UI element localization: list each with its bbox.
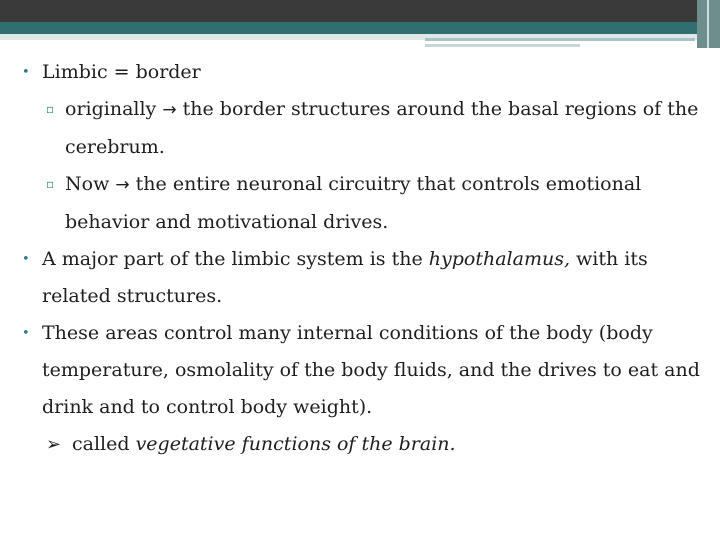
- square-bullet-icon: ▫: [46, 177, 55, 191]
- header-band-teal: [0, 22, 720, 34]
- bullet-hypothalamus: [22, 241, 712, 315]
- arrow-right-icon: →: [115, 175, 130, 195]
- bullet-hypothalamus-pre: A major part of the limbic system is the: [42, 248, 429, 270]
- bullet-limbic-text: Limbic = border: [42, 61, 201, 83]
- sub-bullet-originally-text: the border structures around the basal regions of the cerebrum.: [65, 98, 699, 158]
- sub-bullet-originally-lead: originally: [65, 98, 157, 120]
- header-corner-line: [707, 0, 709, 48]
- arrow-right-icon: →: [162, 100, 177, 120]
- sub-bullet-vegetative-pre: called: [72, 433, 136, 455]
- bullet-hypothalamus-post: with its related structures.: [42, 248, 648, 307]
- sub-bullet-now-lead: Now: [65, 173, 110, 195]
- bullet-internal-conditions-text: These areas control many internal conditions of the body (body temperature, osmolality of the body fluids, and the drives to eat and drink and to control body weight).: [42, 322, 700, 418]
- sub-bullet-vegetative-term: vegetative functions of the brain.: [135, 433, 456, 455]
- header-band-dark: [0, 0, 720, 22]
- bullet-dot-icon: •: [22, 326, 30, 341]
- header-accent-line-short: [425, 44, 580, 47]
- sub-bullet-now-text: the entire neuronal circuitry that controls emotional behavior and motivational drives.: [65, 173, 642, 233]
- square-bullet-icon: ▫: [46, 102, 55, 116]
- bullet-limbic: [22, 54, 712, 91]
- bullet-dot-icon: •: [22, 65, 30, 80]
- header-accent-line: [425, 38, 695, 41]
- arrowhead-bullet-icon: ➢: [46, 434, 62, 455]
- bullet-dot-icon: •: [22, 252, 30, 267]
- sub-bullet-vegetative: [22, 426, 712, 463]
- slide-body: [22, 54, 712, 463]
- bullet-internal-conditions: [22, 315, 712, 426]
- bullet-hypothalamus-term: hypothalamus,: [428, 248, 570, 270]
- sub-bullet-now: [22, 166, 712, 241]
- sub-bullet-originally: [22, 91, 712, 166]
